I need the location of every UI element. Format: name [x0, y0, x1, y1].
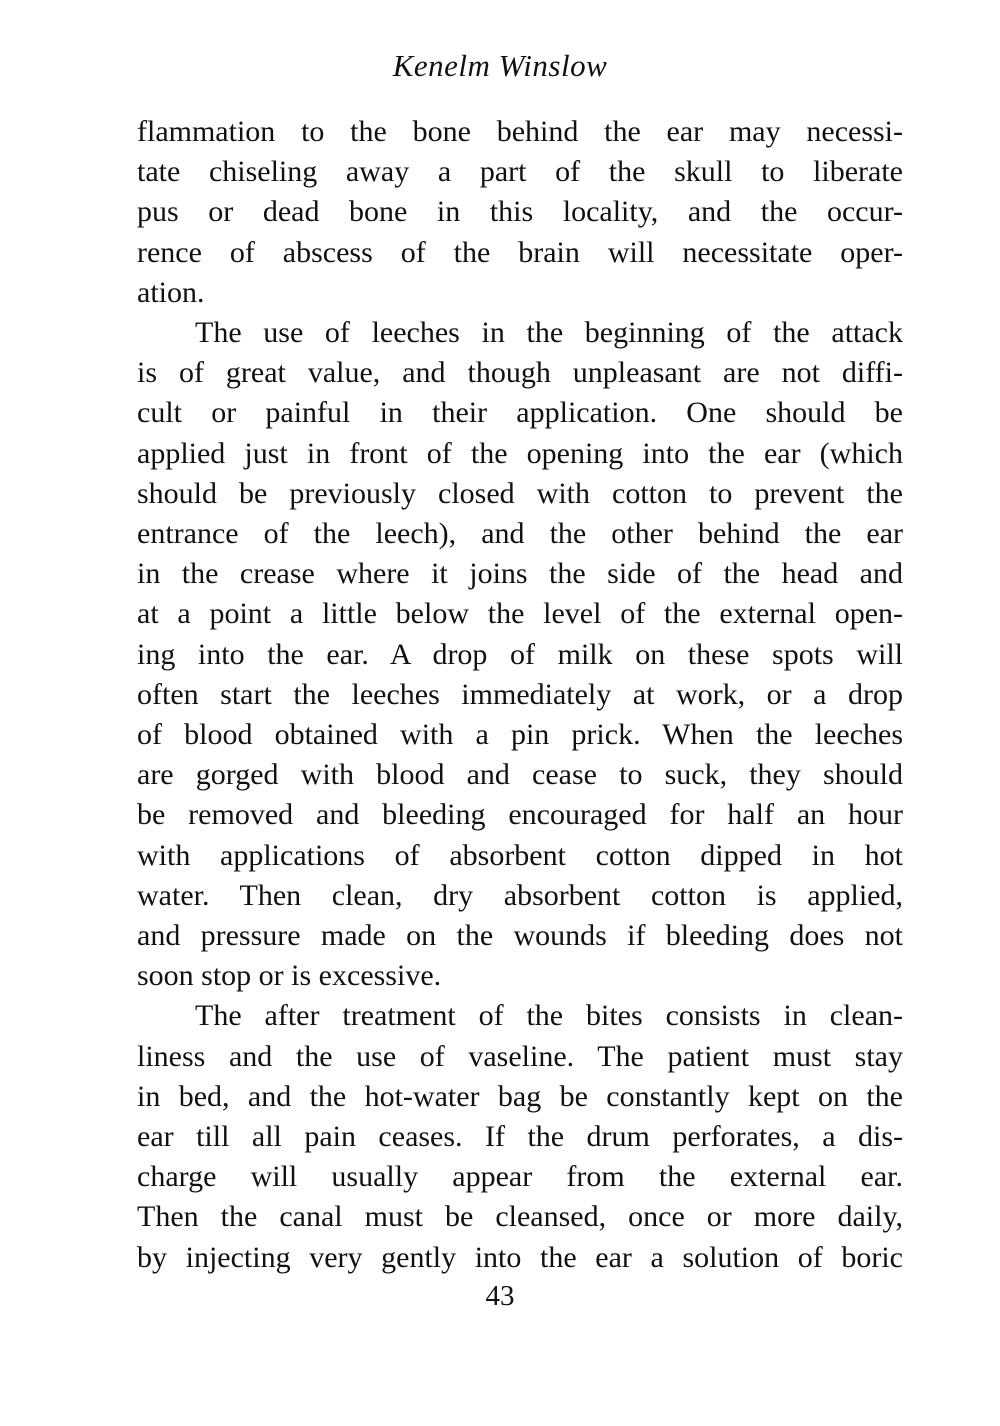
text-line: soon stop or is excessive. [137, 959, 442, 993]
text-line: liness and the use of vaseline. The patient must stay [137, 1039, 903, 1073]
text-line: tate chiseling away a part of the skull to liberate [137, 155, 903, 189]
text-line: ear till all pain ceases. If the drum perforates, a dis- [137, 1120, 903, 1154]
text-line: in the crease where it joins the side of the head and [137, 557, 903, 591]
text-line: rence of abscess of the brain will necessitate oper- [137, 235, 903, 269]
text-line: pus or dead bone in this locality, and the occur- [137, 195, 903, 229]
text-line: The after treatment of the bites consists in clean- [195, 999, 903, 1033]
paragraph [137, 313, 903, 996]
text-line: be removed and bleeding encouraged for half an hour [137, 798, 903, 832]
paragraph [137, 996, 903, 1277]
text-line: The use of leeches in the beginning of the attack [195, 316, 903, 350]
text-line: is of great value, and though unpleasant are not diffi- [137, 356, 903, 390]
body-text [137, 112, 903, 1278]
text-line: should be previously closed with cotton to prevent the [137, 476, 903, 510]
text-line: Then the canal must be cleansed, once or more daily, [137, 1200, 903, 1234]
page-number: 43 [485, 1280, 515, 1312]
text-line: with applications of absorbent cotton dipped in hot [137, 838, 903, 872]
text-line: applied just in front of the opening into the ear (which [137, 436, 903, 470]
running-header: Kenelm Winslow [392, 48, 608, 83]
text-line: and pressure made on the wounds if bleeding does not [137, 919, 903, 953]
text-line: flammation to the bone behind the ear may necessi- [137, 115, 903, 148]
text-line: ation. [137, 275, 205, 309]
text-line: often start the leeches immediately at work, or a drop [137, 677, 903, 711]
text-line: ing into the ear. A drop of milk on these spots will [137, 637, 903, 671]
text-line: entrance of the leech), and the other behind the ear [137, 517, 903, 551]
paragraph [137, 112, 903, 313]
text-line: charge will usually appear from the external ear. [137, 1160, 903, 1194]
text-line: in bed, and the hot-water bag be constantly kept on the [137, 1079, 903, 1113]
text-line: water. Then clean, dry absorbent cotton is applied, [137, 878, 903, 912]
text-line: at a point a little below the level of the external open- [137, 597, 903, 631]
text-line: cult or painful in their application. One should be [137, 396, 903, 430]
text-line: are gorged with blood and cease to suck, they should [137, 758, 903, 792]
text-line: of blood obtained with a pin prick. When the leeches [137, 718, 903, 752]
text-line: by injecting very gently into the ear a solution of boric [137, 1240, 903, 1274]
